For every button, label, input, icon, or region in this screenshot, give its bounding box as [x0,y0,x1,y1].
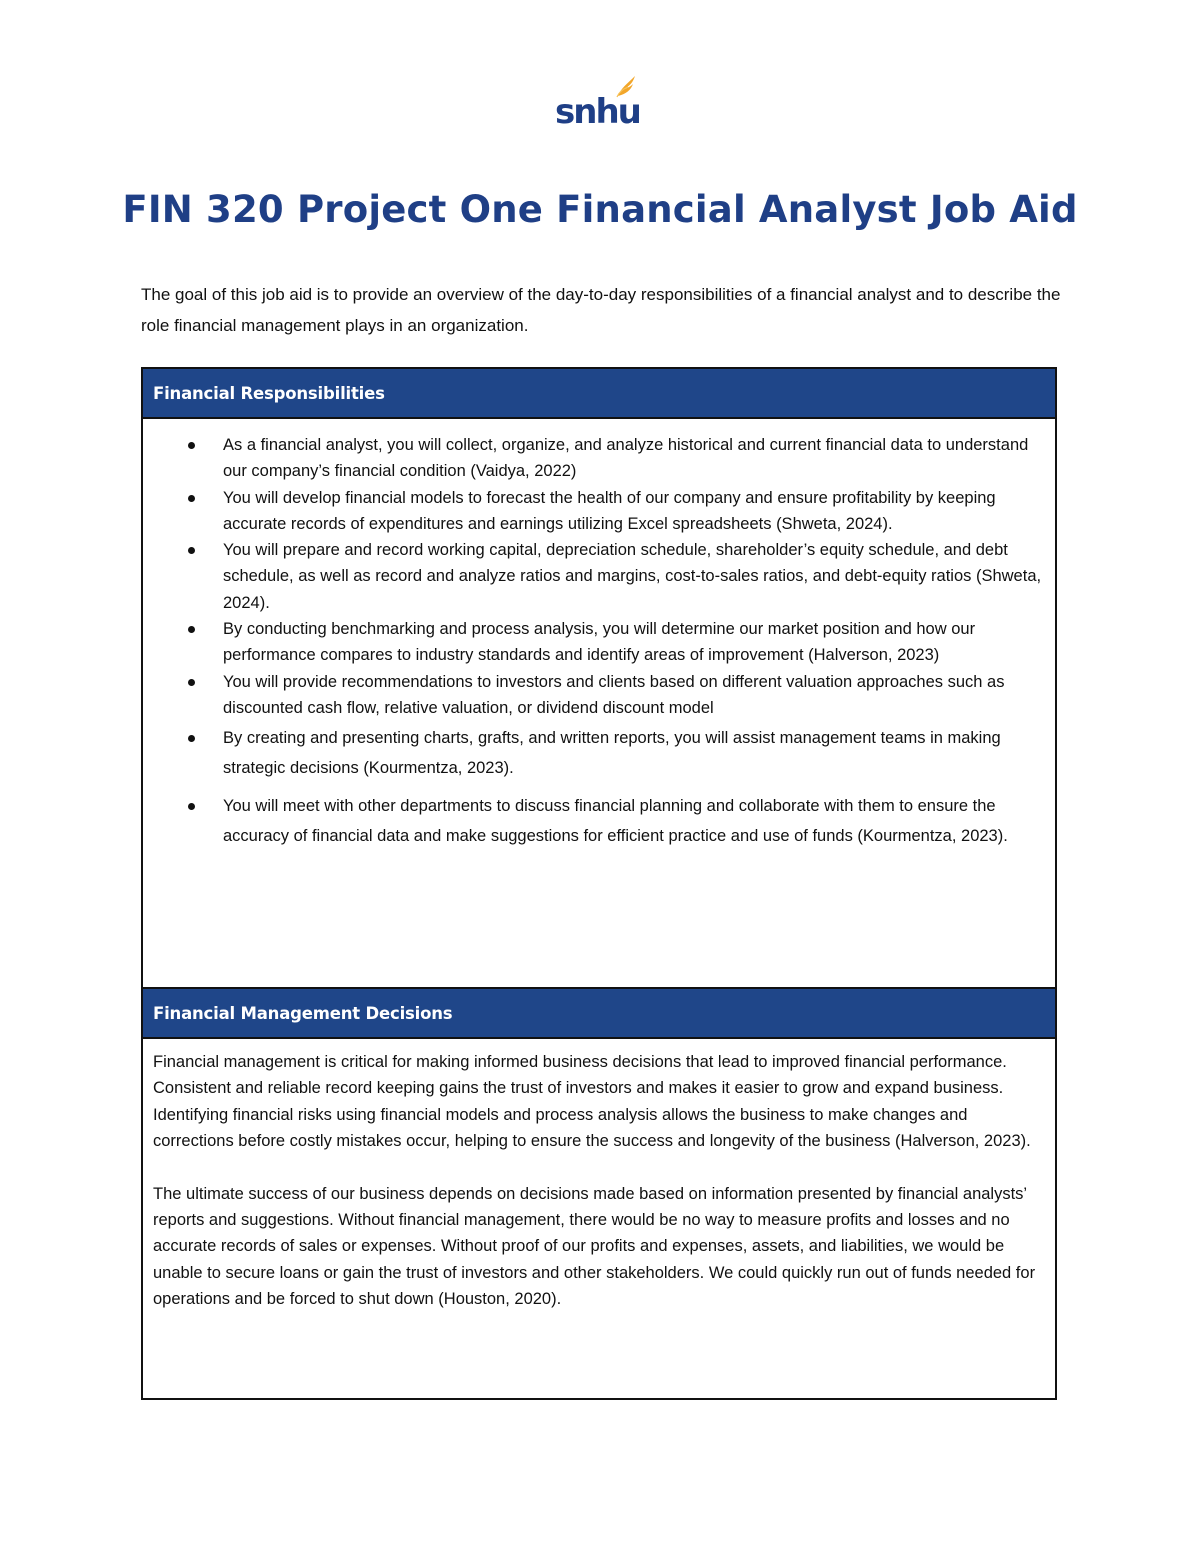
list-item-text: By creating and presenting charts, grafts, and written reports, you will assist management teams in making strategic decisions (Kourmentza, 2023). [223,729,1001,778]
list-item [223,485,1047,538]
bullet-icon [188,442,195,449]
logo-wordmark: snhu [555,92,640,132]
list-item [223,432,1047,485]
list-item-text: You will provide recommendations to investors and clients based on different valuation approaches such as discounted cash flow, relative valuation, or dividend discount model [223,672,1005,717]
snhu-logo [555,74,645,136]
list-item [223,616,1047,669]
decisions-paragraph: The ultimate success of our business depends on decisions made based on information presented by financial analysts’ reports and suggestions. Without financial management, there would be no way to measure profits and losses and no accurate records of sales or expenses. Without proof of our profits and expenses, assets, and liabilities, we would be unable to secure loans or gain the trust of investors and other stakeholders. We could quickly run out of funds needed for operations and be forced to shut down (Houston, 2020). [153,1184,1036,1309]
bullet-icon [188,679,195,686]
list-item-text: By conducting benchmarking and process analysis, you will determine our market position and how our performance compares to industry standards and identify areas of improvement (Halverson, 2023) [223,620,976,665]
bullet-icon [188,735,195,742]
list-item-text: As a financial analyst, you will collect, organize, and analyze historical and current financial data to understand our company’s financial condition (Vaidya, 2022) [223,436,1029,481]
list-item-text: You will develop financial models to forecast the health of our company and ensure profitability by keeping accurate records of expenditures and earnings utilizing Excel spreadsheets (Shweta, 2024). [223,488,996,533]
bullet-icon [188,495,195,502]
bullet-icon [188,626,195,633]
list-item-text: You will prepare and record working capital, depreciation schedule, shareholder’s equity schedule, and debt schedule, as well as record and analyze ratios and margins, cost-to-sales ratios, and debt-equity ratios (Shweta, 2024). [223,541,1042,612]
responsibilities-header: Financial Responsibilities [143,369,1055,419]
bullet-icon [188,547,195,554]
bullet-icon [188,803,195,810]
list-item-text: You will meet with other departments to discuss financial planning and collaborate with them to ensure the accuracy of financial data and make suggestions for efficient practice and use of funds (Kourmentza, 2023). [223,797,1008,846]
list-item [223,723,1047,783]
decisions-paragraph: Financial management is critical for making informed business decisions that lead to improved financial performance. Consistent and reliable record keeping gains the trust of investors and makes it easier to grow and expand business. Identifying financial risks using financial models and process analysis allows the business to make changes and corrections before costly mistakes occur, helping to ensure the success and longevity of the business (Halverson, 2023). [153,1053,1031,1151]
responsibilities-list [143,419,1055,851]
decisions-section [141,987,1057,1400]
decisions-header: Financial Management Decisions [143,989,1055,1039]
list-item [223,791,1047,851]
list-item [223,669,1047,722]
page-title: FIN 320 Project One Financial Analyst Job Aid [122,188,1078,231]
list-item [223,537,1047,616]
intro-paragraph: The goal of this job aid is to provide an overview of the day-to-day responsibilities of a financial analyst and to describe the role financial management plays in an organization. [141,285,1061,335]
responsibilities-section [141,367,1057,989]
